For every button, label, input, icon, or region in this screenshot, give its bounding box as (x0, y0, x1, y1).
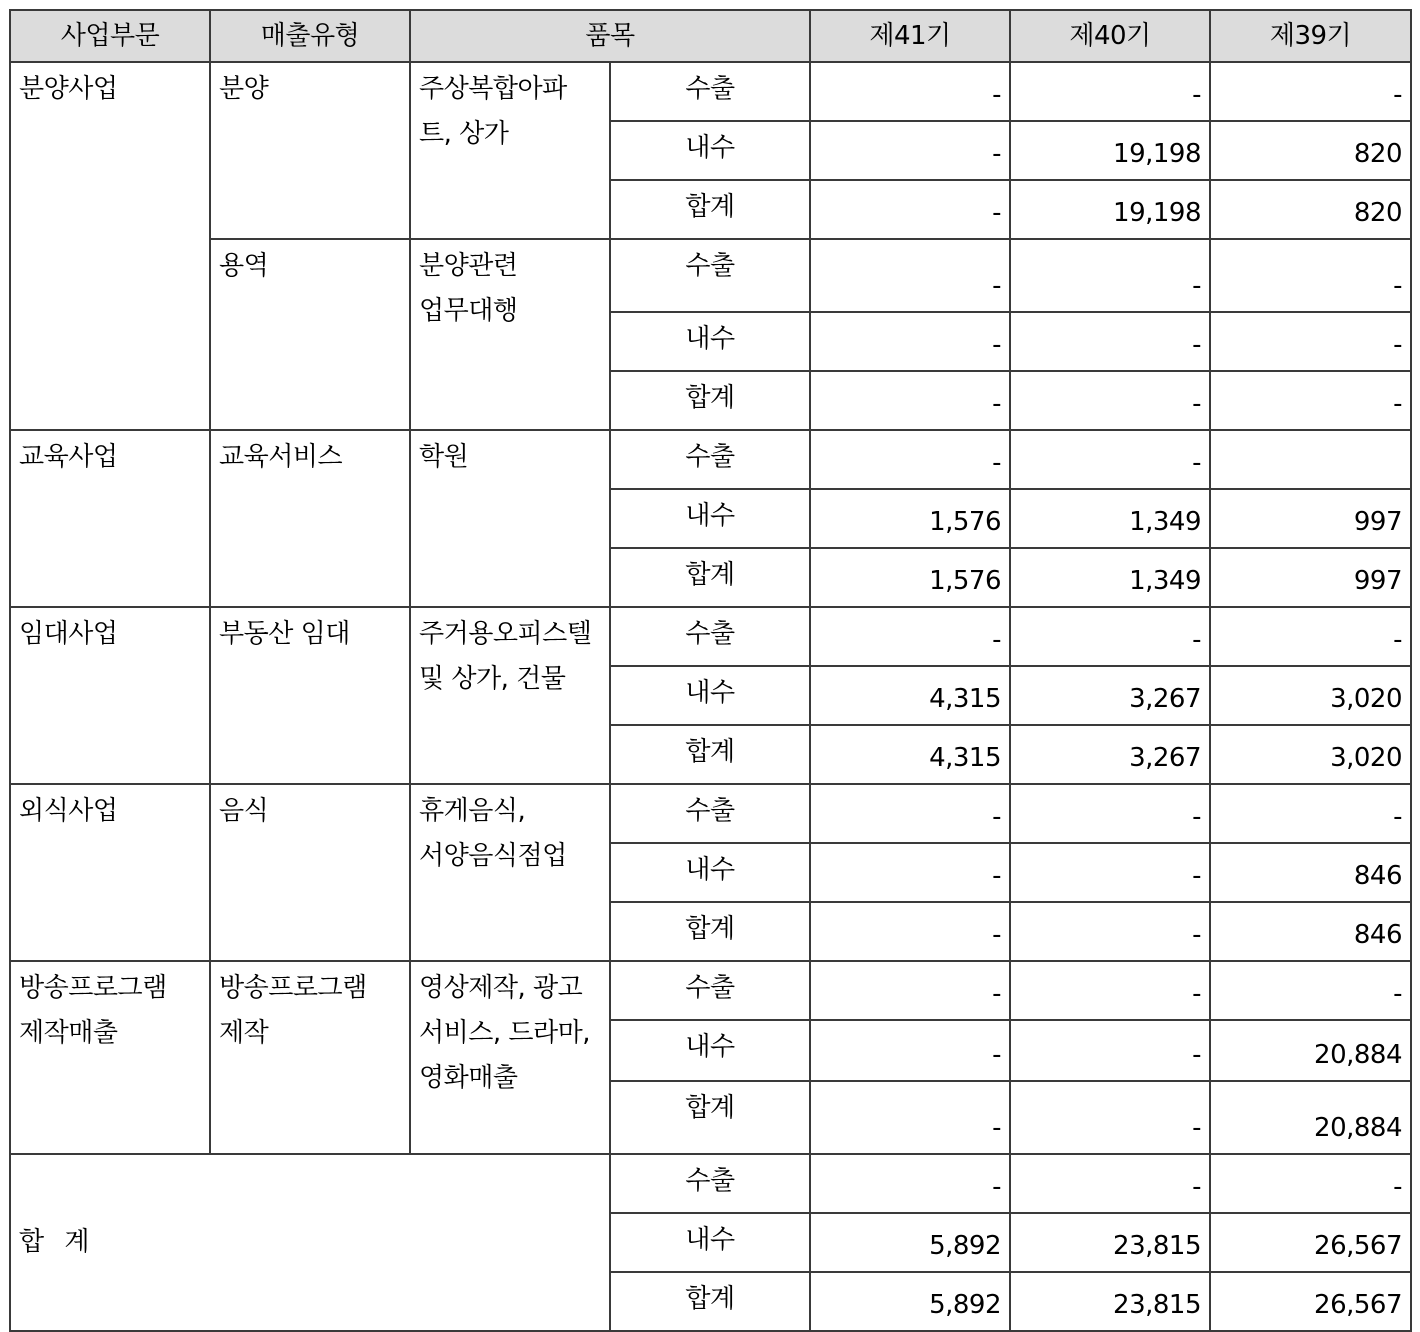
total-value-39-cell: 26,567 (1210, 1272, 1411, 1331)
table-row (10, 961, 1411, 1020)
value-40-cell: - (1010, 430, 1210, 489)
kind-cell: 수출 (610, 62, 810, 121)
item-cell: 분양관련 업무대행 (410, 239, 610, 430)
kind-cell: 합계 (610, 371, 810, 430)
total-label: 합 계 (10, 1154, 610, 1331)
value-39-cell: - (1210, 62, 1411, 121)
value-41-cell: - (810, 121, 1010, 180)
sales-type-cell: 용역 (210, 239, 410, 430)
total-value-40-cell: - (1010, 1154, 1210, 1213)
sales-type-cell: 교육서비스 (210, 430, 410, 607)
sales-type-cell: 부동산 임대 (210, 607, 410, 784)
value-40-cell: - (1010, 62, 1210, 121)
value-40-cell: - (1010, 371, 1210, 430)
header-row (10, 10, 1411, 62)
value-39-cell: - (1210, 784, 1411, 843)
table-body (10, 62, 1411, 1331)
value-39-cell: 820 (1210, 121, 1411, 180)
value-41-cell: 1,576 (810, 489, 1010, 548)
value-39-cell: 820 (1210, 180, 1411, 239)
value-39-cell: - (1210, 312, 1411, 371)
kind-cell: 내수 (610, 1020, 810, 1081)
kind-cell: 합계 (610, 902, 810, 961)
total-value-41-cell: 5,892 (810, 1213, 1010, 1272)
value-40-cell: 1,349 (1010, 548, 1210, 607)
sales-by-segment-table (9, 9, 1412, 1332)
total-value-41-cell: - (810, 1154, 1010, 1213)
value-39-cell: 997 (1210, 548, 1411, 607)
kind-cell: 합계 (610, 1081, 810, 1154)
total-value-41-cell: 5,892 (810, 1272, 1010, 1331)
total-value-39-cell: - (1210, 1154, 1411, 1213)
total-value-40-cell: 23,815 (1010, 1272, 1210, 1331)
table-header (10, 10, 1411, 62)
item-cell: 주상복합아파 트, 상가 (410, 62, 610, 239)
value-41-cell: - (810, 961, 1010, 1020)
total-value-39-cell: 26,567 (1210, 1213, 1411, 1272)
value-40-cell: - (1010, 843, 1210, 902)
kind-cell: 수출 (610, 1154, 810, 1213)
kind-cell: 내수 (610, 843, 810, 902)
kind-cell: 내수 (610, 489, 810, 548)
sales-type-cell: 방송프로그램 제작 (210, 961, 410, 1154)
value-40-cell: 1,349 (1010, 489, 1210, 548)
value-41-cell: - (810, 312, 1010, 371)
value-41-cell: 4,315 (810, 666, 1010, 725)
header-period-40: 제40기 (1010, 10, 1210, 62)
kind-cell: 내수 (610, 1213, 810, 1272)
value-41-cell: - (810, 1020, 1010, 1081)
kind-cell: 합계 (610, 180, 810, 239)
segment-cell: 방송프로그램 제작매출 (10, 961, 210, 1154)
sales-type-cell: 음식 (210, 784, 410, 961)
item-cell: 주거용오피스텔 및 상가, 건물 (410, 607, 610, 784)
table-row (10, 784, 1411, 843)
value-40-cell: - (1010, 1081, 1210, 1154)
value-41-cell: 1,576 (810, 548, 1010, 607)
value-41-cell: - (810, 607, 1010, 666)
kind-cell: 내수 (610, 121, 810, 180)
value-40-cell: - (1010, 784, 1210, 843)
table-row (10, 62, 1411, 121)
value-39-cell: - (1210, 371, 1411, 430)
kind-cell: 내수 (610, 312, 810, 371)
value-41-cell: - (810, 62, 1010, 121)
value-40-cell: - (1010, 902, 1210, 961)
sales-type-cell: 분양 (210, 62, 410, 239)
value-40-cell: - (1010, 607, 1210, 666)
total-row (10, 1154, 1411, 1213)
value-41-cell: - (810, 239, 1010, 312)
value-39-cell (1210, 430, 1411, 489)
kind-cell: 수출 (610, 961, 810, 1020)
header-segment: 사업부문 (10, 10, 210, 62)
value-39-cell: 3,020 (1210, 666, 1411, 725)
table-row (10, 430, 1411, 489)
value-40-cell: - (1010, 312, 1210, 371)
value-39-cell: - (1210, 607, 1411, 666)
table-row (10, 239, 1411, 312)
value-39-cell: 846 (1210, 902, 1411, 961)
value-40-cell: - (1010, 239, 1210, 312)
value-39-cell: 997 (1210, 489, 1411, 548)
value-39-cell: 20,884 (1210, 1081, 1411, 1154)
value-41-cell: - (810, 180, 1010, 239)
value-39-cell: - (1210, 239, 1411, 312)
segment-cell: 분양사업 (10, 62, 210, 430)
kind-cell: 합계 (610, 548, 810, 607)
value-40-cell: 3,267 (1010, 725, 1210, 784)
value-41-cell: 4,315 (810, 725, 1010, 784)
value-41-cell: - (810, 371, 1010, 430)
kind-cell: 수출 (610, 784, 810, 843)
value-41-cell: - (810, 843, 1010, 902)
table-row (10, 607, 1411, 666)
kind-cell: 수출 (610, 430, 810, 489)
value-40-cell: 19,198 (1010, 121, 1210, 180)
value-40-cell: 19,198 (1010, 180, 1210, 239)
value-40-cell: - (1010, 1020, 1210, 1081)
segment-cell: 임대사업 (10, 607, 210, 784)
total-value-40-cell: 23,815 (1010, 1213, 1210, 1272)
value-41-cell: - (810, 784, 1010, 843)
kind-cell: 수출 (610, 239, 810, 312)
value-39-cell: - (1210, 961, 1411, 1020)
kind-cell: 합계 (610, 1272, 810, 1331)
segment-cell: 외식사업 (10, 784, 210, 961)
value-40-cell: 3,267 (1010, 666, 1210, 725)
value-41-cell: - (810, 902, 1010, 961)
value-41-cell: - (810, 1081, 1010, 1154)
header-sales-type: 매출유형 (210, 10, 410, 62)
value-41-cell: - (810, 430, 1010, 489)
value-39-cell: 3,020 (1210, 725, 1411, 784)
kind-cell: 수출 (610, 607, 810, 666)
segment-cell: 교육사업 (10, 430, 210, 607)
value-39-cell: 846 (1210, 843, 1411, 902)
item-cell: 휴게음식, 서양음식점업 (410, 784, 610, 961)
item-cell: 학원 (410, 430, 610, 607)
value-39-cell: 20,884 (1210, 1020, 1411, 1081)
header-period-41: 제41기 (810, 10, 1010, 62)
value-40-cell: - (1010, 961, 1210, 1020)
item-cell: 영상제작, 광고 서비스, 드라마, 영화매출 (410, 961, 610, 1154)
header-item: 품목 (410, 10, 810, 62)
kind-cell: 내수 (610, 666, 810, 725)
kind-cell: 합계 (610, 725, 810, 784)
header-period-39: 제39기 (1210, 10, 1411, 62)
